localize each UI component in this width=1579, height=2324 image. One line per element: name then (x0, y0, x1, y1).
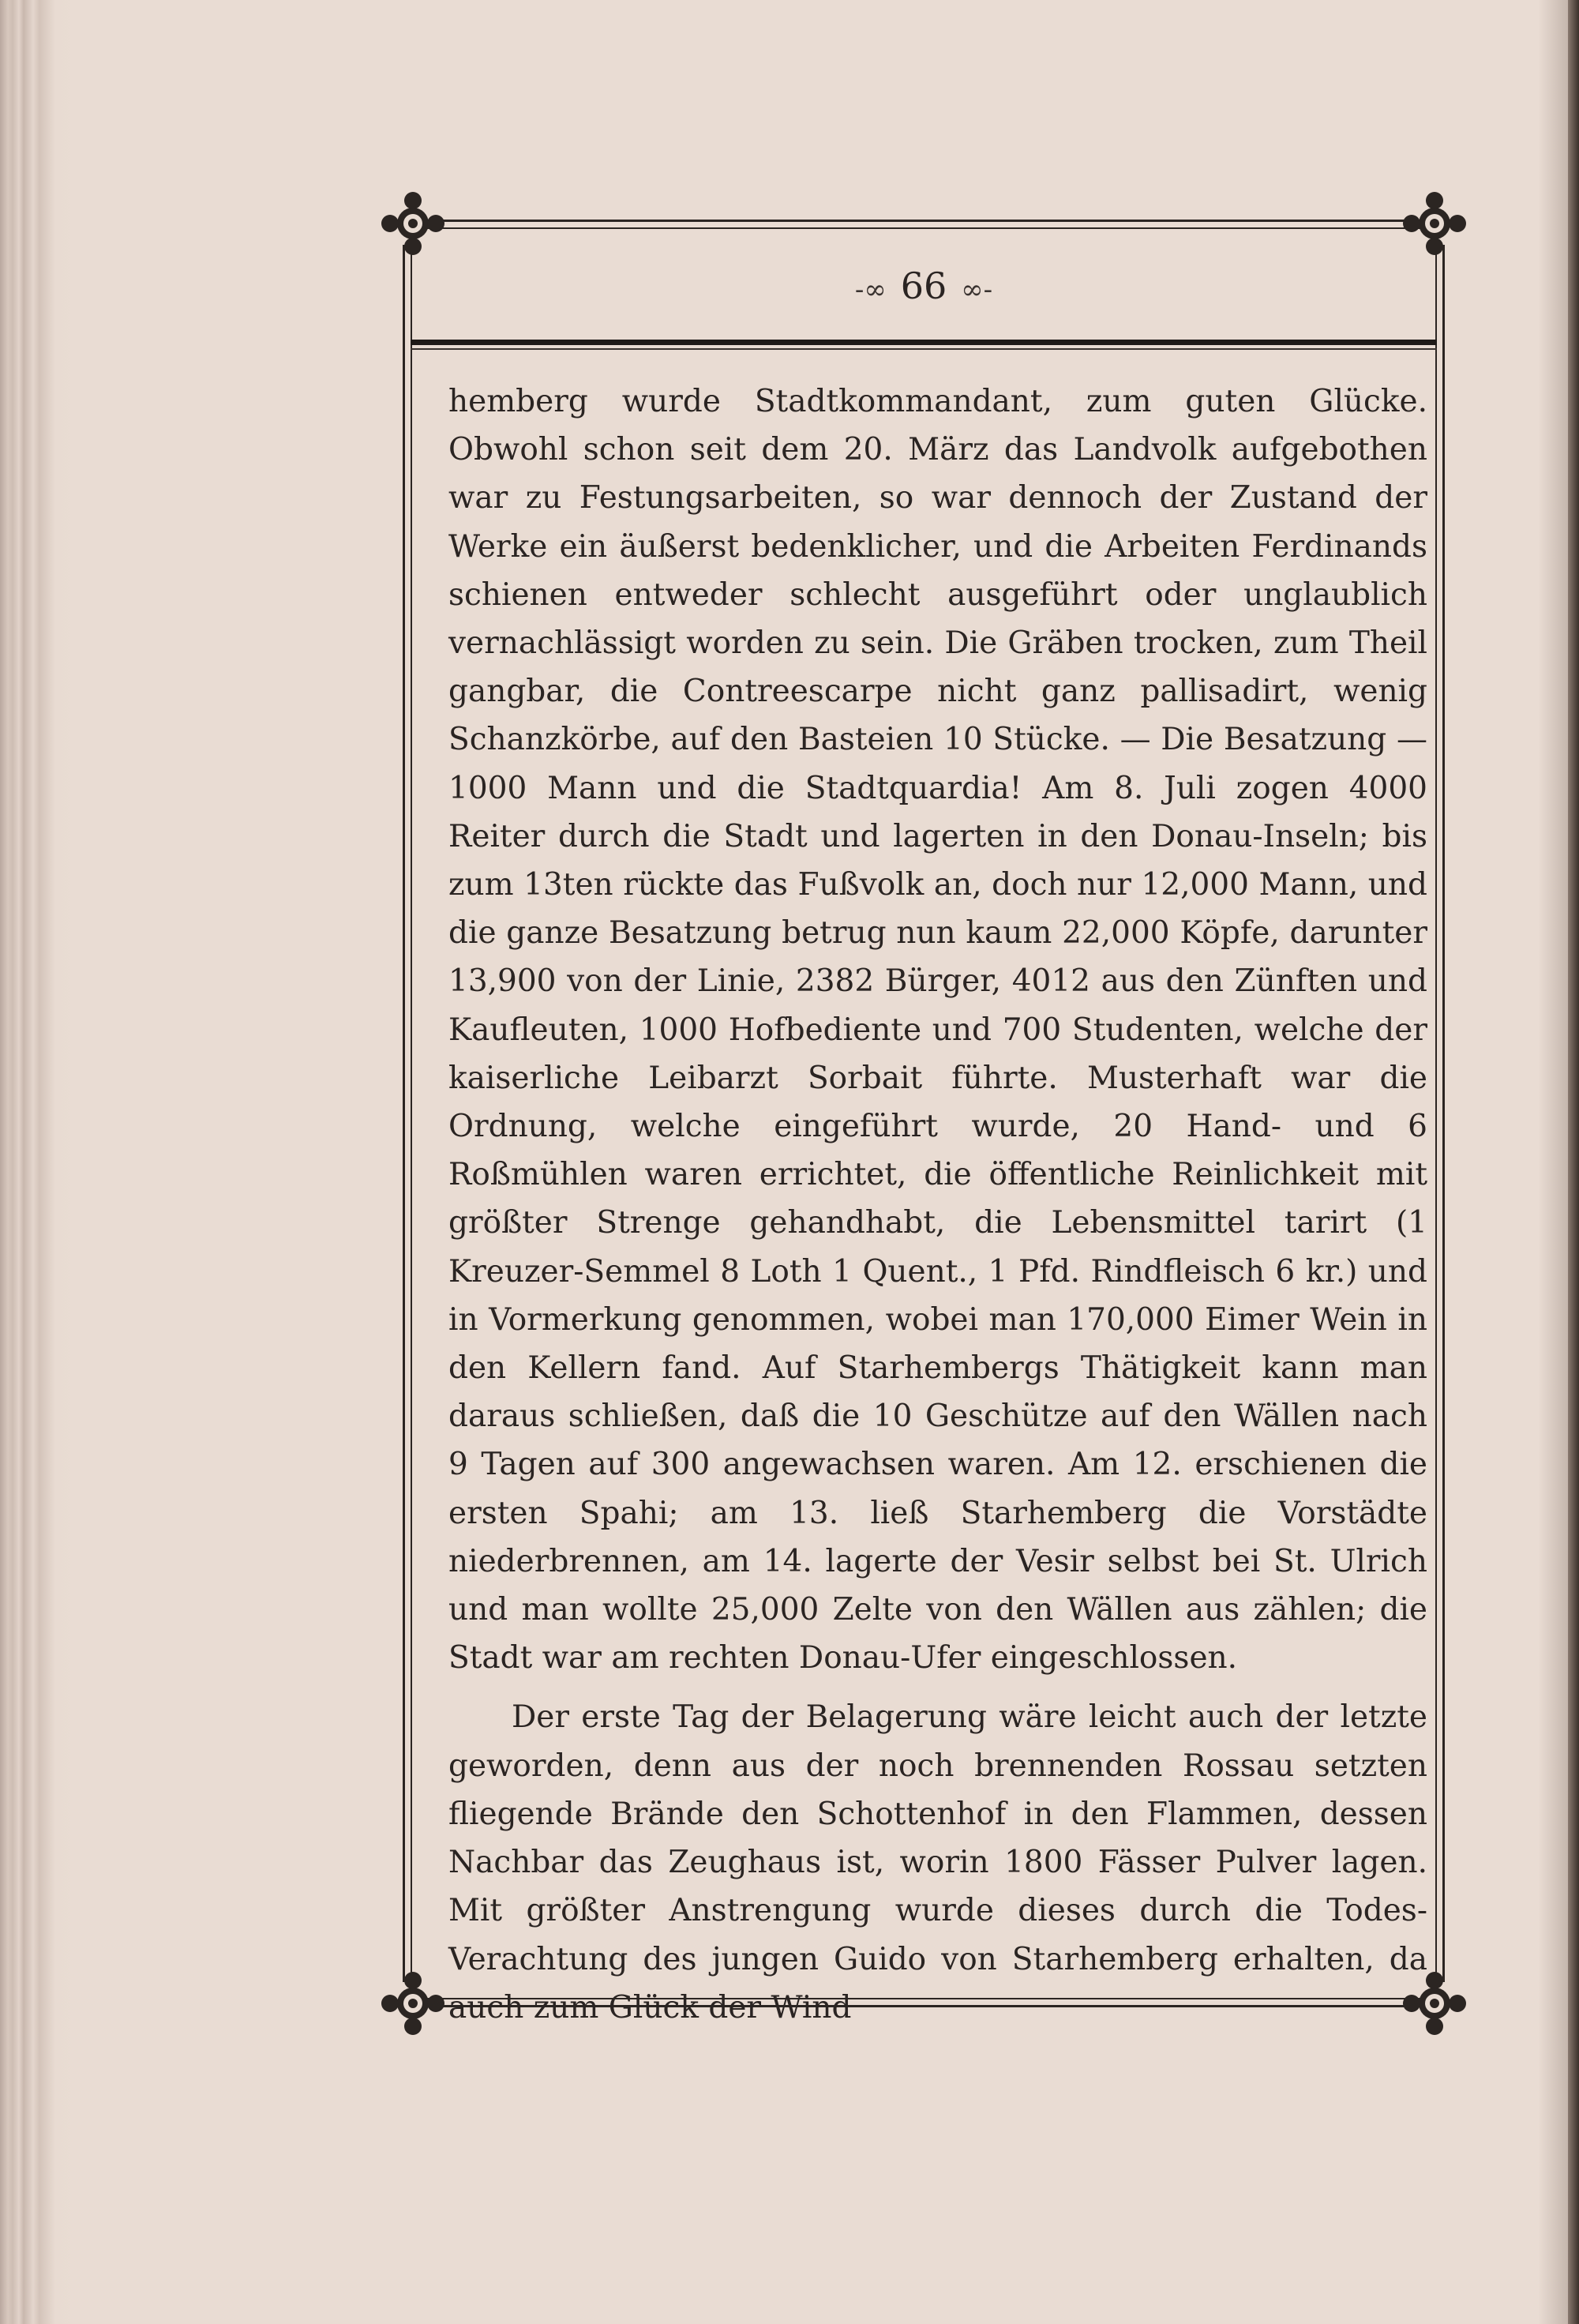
ornamental-frame (379, 190, 1468, 2037)
corner-ornament-icon (379, 1969, 447, 2037)
page-edge-leaves (0, 0, 76, 2324)
paragraph: Der erste Tag der Belagerung wäre leicht auch der letzte geworden, denn aus der noch brennenden Rossau setzten fliegende Brände den Schottenhof in den Flammen, dessen Nachbar das Zeughaus ist, worin 1800 Fässer Pulver lagen. Mit größter Anstrengung wurde dieses durch die Todes-Verachtung des jungen Guido von Starhemberg erhalten, da auch zum Glück der Wind (448, 1699, 1427, 2026)
paragraph: hemberg wurde Stadtkommandant, zum guten Glücke. Obwohl schon seit dem 20. März das Landvolk aufgebothen war zu Festungsarbeiten, so war dennoch der Zustand der Werke ein äußerst bedenklicher, und die Arbeiten Ferdinands schienen entweder schlecht ausgeführt oder unglaublich vernachlässigt worden zu sein. Die Gräben trocken, zum Theil gangbar, die Contreescarpe nicht ganz pallisadirt, wenig Schanzkörbe, auf den Basteien 10 Stücke. — Die Besatzung — 1000 Mann und die Stadtquardia! Am 8. Juli zogen 4000 Reiter durch die Stadt und lagerten in den Donau-Inseln; bis zum 13ten rückte das Fußvolk an, doch nur 12,000 Mann, und die ganze Besatzung betrug nun kaum 22,000 Köpfe, darunter 13,900 von der Linie, 2382 Bürger, 4012 aus den Zünften und Kaufleuten, 1000 Hofbediente und 700 Studenten, welche der kaiserliche Leibarzt Sorbait führte. Musterhaft war die Ordnung, welche eingeführt wurde, 20 Hand- und 6 Roßmühlen waren errichtet, die öffentliche Reinlichkeit mit größter Strenge gehandhabt, die Lebensmittel tarirt (1 Kreuzer-Semmel 8 Loth 1 Quent., 1 Pfd. Rindfleisch 6 kr.) und in Vormerkung genommen, wobei man 170,000 Eimer Wein in den Kellern fand. Auf Starhembergs Thätigkeit kann man daraus schließen, daß die 10 Geschütze auf den Wällen nach 9 Tagen auf 300 angewachsen waren. Am 12. erschienen die ersten Spahi; am 13. ließ Starhemberg die Vorstädte niederbrennen, am 14. lagerte der Vesir selbst bei St. Ulrich und man wollte 25,000 Zelte von den Wällen aus zählen; die Stadt war am rechten Donau-Ufer eingeschlossen. (448, 384, 1427, 1676)
gutter-shadow (1538, 0, 1568, 2324)
frame-right-rule-inner (1435, 245, 1437, 1982)
frame-top-rule-inner (426, 227, 1421, 229)
body-text (448, 377, 1427, 2032)
header-rule-thin (411, 348, 1437, 350)
frame-left-rule-inner (411, 245, 412, 1982)
header-rule (411, 340, 1437, 345)
frame-left-rule (403, 245, 405, 1982)
corner-ornament-icon (379, 190, 447, 257)
frame-top-rule (426, 220, 1421, 222)
left-flourish-icon: -∞ (854, 274, 887, 306)
corner-ornament-icon (1401, 190, 1468, 257)
right-flourish-icon: ∞- (961, 274, 993, 306)
page-header (379, 265, 1468, 307)
right-page-edge (1568, 0, 1579, 2324)
page-number: 66 (900, 265, 947, 307)
frame-right-rule (1442, 245, 1445, 1982)
